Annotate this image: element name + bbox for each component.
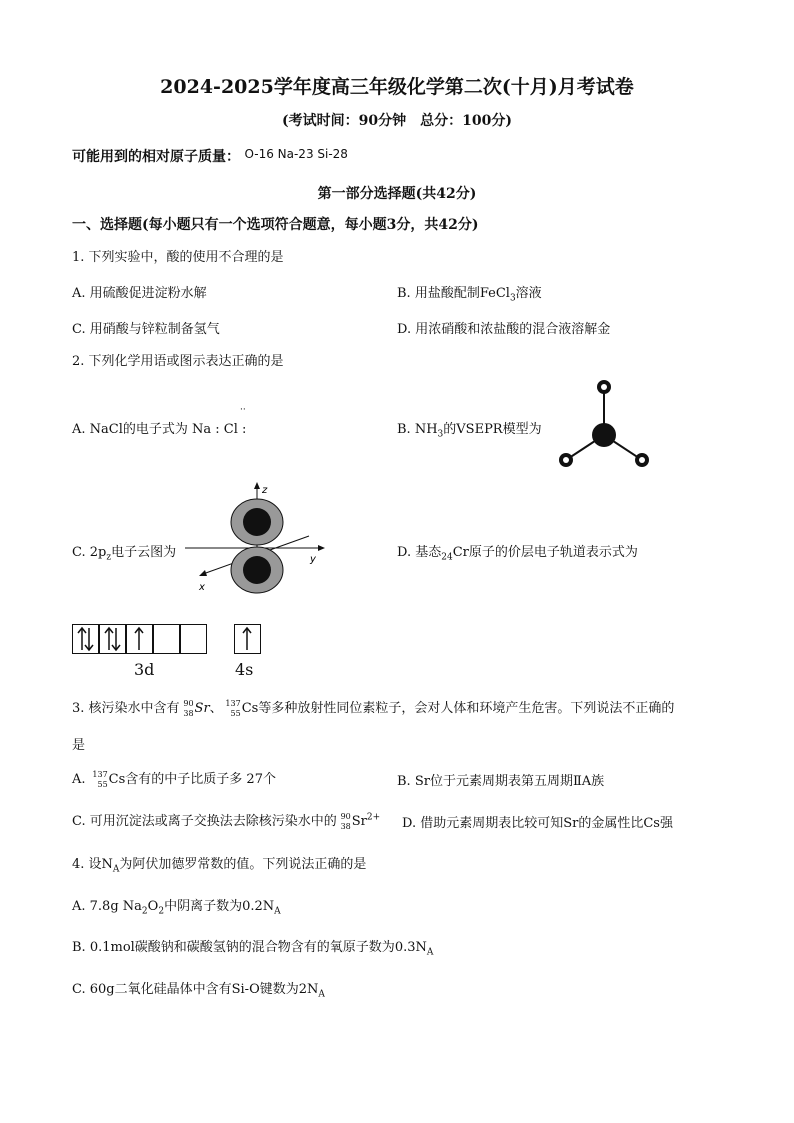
q4-option-a: A. 7.8g $Na_2O_2$中阴离子数为$0.2N_A$: [72, 899, 281, 917]
q3-option-d: D. 借助元素周期表比较可知Sr的金属性比Cs强: [402, 816, 673, 831]
axis-z-label: z: [262, 485, 268, 496]
orbital-4s-label: 4s: [235, 660, 254, 679]
q2-c-prefix: C. 2p: [72, 545, 107, 560]
q4-option-c: C. 60g二氧化硅晶体中含有Si-O键数为$2N_A$: [72, 982, 325, 1000]
q3-stem-prefix: 3. 核污染水中含有: [72, 701, 180, 716]
part1-heading: 第一部分选择题(共42分): [317, 186, 477, 202]
q3-option-c: C. 可用沉淀法或离子交换法去除核污染水中的 90 38 $Sr^{2+}$: [72, 811, 381, 831]
atomic-mass-label: 可能用到的相对原子质量：: [72, 149, 240, 165]
q1-option-d: D. 用浓硝酸和浓盐酸的混合液溶解金: [397, 322, 611, 337]
q2-option-c: [72, 541, 176, 563]
q1-option-b: [397, 282, 542, 304]
exam-title: 2024-2025学年度高三年级化学第二次(十月)月考试卷: [160, 76, 634, 98]
axis-y-label: y: [310, 554, 316, 565]
q3-option-b: B. Sr位于元素周期表第五周期ⅡA族: [397, 774, 605, 789]
cs-isotope-notation: 137 55: [225, 698, 241, 718]
sr-isotope-c: 90 38: [340, 811, 351, 831]
q4-stem-suffix: 为阿伏加德罗常数的值。下列说法正确的是: [119, 857, 367, 872]
orbital-3d-box-2: [99, 624, 126, 654]
q1-b-suffix: 溶液: [515, 286, 542, 301]
orbital-3d-label: 3d: [134, 660, 155, 679]
q2-stem: 2. 下列化学用语或图示表达正确的是: [72, 354, 284, 369]
sr-charge: 2+: [366, 812, 381, 823]
vsepr-model-diagram: [550, 375, 660, 475]
cs-symbol: Cs: [241, 701, 259, 716]
q2-d-formula: Cr: [452, 545, 469, 560]
q4-stem: 4. 设$N_A$为阿伏加德罗常数的值。下列说法正确的是: [72, 857, 367, 875]
q1-b-formula: FeCl: [479, 286, 510, 301]
sr-isotope-notation: 90 38: [183, 698, 194, 718]
q2-c-suffix: 电子云图为: [111, 545, 177, 560]
orbital-3d-box-3: [126, 624, 153, 654]
q2-a-formula: Na : Cl :: [192, 422, 247, 437]
q1-b-sub: 3: [509, 293, 516, 304]
q2-option-a: [72, 418, 246, 437]
atomic-mass-line: [72, 146, 348, 166]
q3-stem-suffix: 等多种放射性同位素粒子，会对人体和环境产生危害。下列说法不正确的: [258, 701, 675, 716]
electron-dots-top: ··: [240, 405, 246, 415]
exam-subtitle: (考试时间：90分钟 总分：100分): [282, 113, 512, 129]
q4-option-b: B. 0.1mol碳酸钠和碳酸氢钠的混合物含有的氧原子数为$0.3N_A$: [72, 940, 434, 958]
orbital-diagram: [72, 624, 272, 684]
q1-b-prefix: B. 用盐酸配制: [397, 286, 480, 301]
q3-option-a: A. 137 55 Cs含有的中子比质子多 27个: [72, 769, 276, 789]
q2-option-d: [397, 541, 638, 563]
q2-d-suffix: 原子的价层电子轨道表示式为: [468, 545, 638, 560]
axis-x-label: x: [199, 582, 205, 593]
orbital-4s-box: [234, 624, 261, 654]
q2-b-prefix: B.: [397, 422, 415, 437]
orbital-3d-box-1: [72, 624, 99, 654]
q2-b-suffix: 的VSEPR模型为: [443, 422, 542, 437]
electron-cloud-diagram: [185, 480, 330, 595]
vsepr-central-atom: [592, 423, 616, 447]
q2-option-b: [397, 418, 542, 440]
q2-d-prefix: D. 基态: [397, 545, 442, 560]
q2-d-sub: 24: [441, 552, 453, 563]
q3-c-prefix: C. 可用沉淀法或离子交换法去除核污染水中的: [72, 814, 337, 829]
q3-a-prefix: A.: [72, 772, 86, 787]
q3-stem-continued: 是: [72, 738, 86, 753]
q2-a-prefix: A. NaCl的电子式为: [72, 422, 188, 437]
q1-stem: 1. 下列实验中，酸的使用不合理的是: [72, 250, 284, 265]
q2-b-formula: NH: [414, 422, 438, 437]
orbital-3d-box-4: [153, 624, 180, 654]
q3-separator: 、: [209, 701, 223, 716]
orbital-3d-box-5: [180, 624, 207, 654]
sr-symbol: Sr: [194, 701, 210, 716]
q3-a-suffix: 含有的中子比质子多 27个: [125, 772, 276, 787]
q2-b-sub: 3: [437, 429, 444, 440]
q1-option-c: C. 用硝酸与锌粒制备氢气: [72, 322, 220, 337]
q1-option-a: A. 用硫酸促进淀粉水解: [72, 286, 207, 301]
q2-c-sub: z: [106, 552, 112, 563]
section-heading: 一、选择题(每小题只有一个选项符合题意，每小题3分，共42分): [72, 217, 479, 233]
cs-isotope-a: 137 55: [92, 769, 108, 789]
atomic-mass-values: O-16 Na-23 Si-28: [244, 147, 348, 161]
q3-stem: [72, 697, 674, 718]
q4-stem-prefix: 4. 设: [72, 857, 102, 872]
